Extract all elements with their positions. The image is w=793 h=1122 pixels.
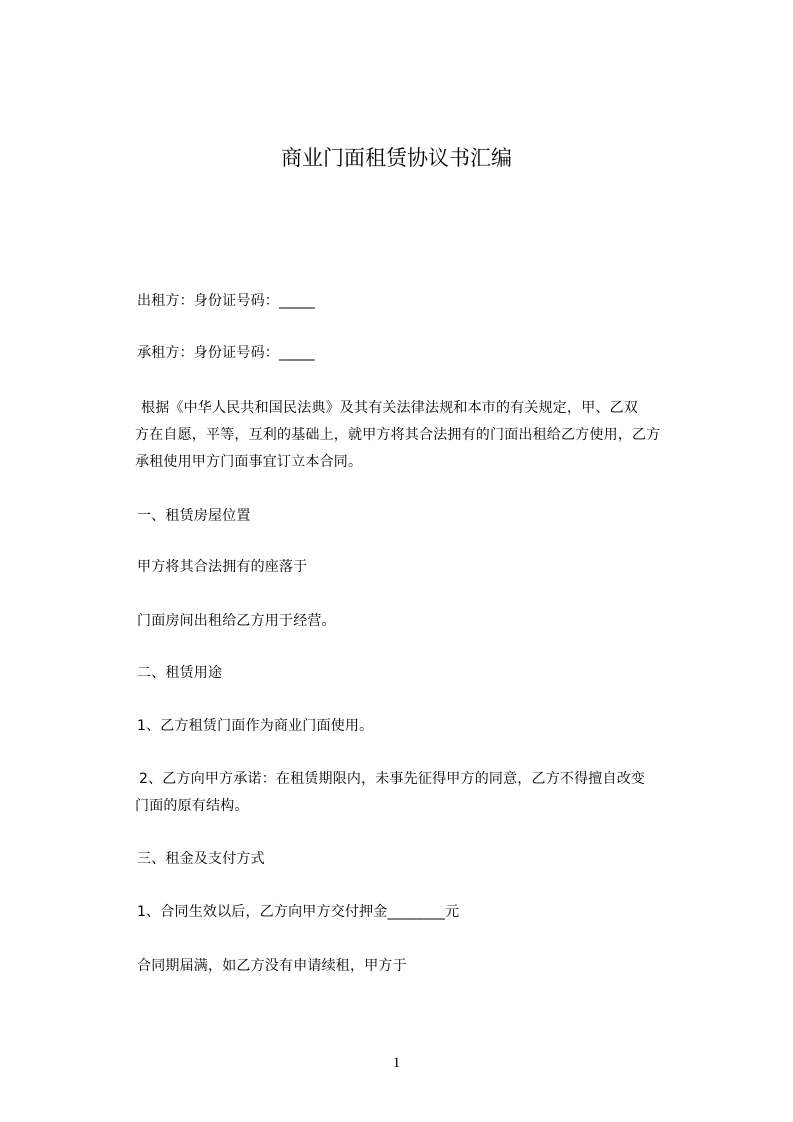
paragraph-line: 方在自愿，平等，互利的基础上，就甲方将其合法拥有的门面出租给乙方使用，乙方 [135,427,661,443]
page-number: 1 [392,1055,401,1071]
document-title: 商业门面租赁协议书汇编 [281,146,512,170]
paragraph-line: 承租使用甲方门面事宜订立本合同。 [135,454,363,470]
clause-line: 门面的原有结构。 [135,798,249,814]
section-heading: 二、租赁用途 [137,665,223,681]
paragraph-line: 门面房间出租给乙方用于经营。 [137,613,336,629]
lessee-line: 承租方：身份证号码：_____ [137,345,315,361]
section-heading: 三、租金及支付方式 [137,851,265,867]
paragraph-line: 甲方将其合法拥有的座落于 [137,559,308,575]
clause-line: 1、乙方租赁门面作为商业门面使用。 [137,718,374,734]
clause-line: 1、合同生效以后，乙方向甲方交付押金________元 [137,904,460,920]
lessor-line: 出租方：身份证号码：_____ [137,293,315,309]
paragraph-line: 合同期届满，如乙方没有申请续租，甲方于 [137,958,407,974]
clause-line: 2、乙方向甲方承诺：在租赁期限内，未事先征得甲方的同意，乙方不得擅自改变 [139,771,646,787]
paragraph-line: 根据《中华人民共和国民法典》及其有关法律法规和本市的有关规定，甲、乙双 [141,400,638,416]
section-heading: 一、租赁房屋位置 [137,508,251,524]
